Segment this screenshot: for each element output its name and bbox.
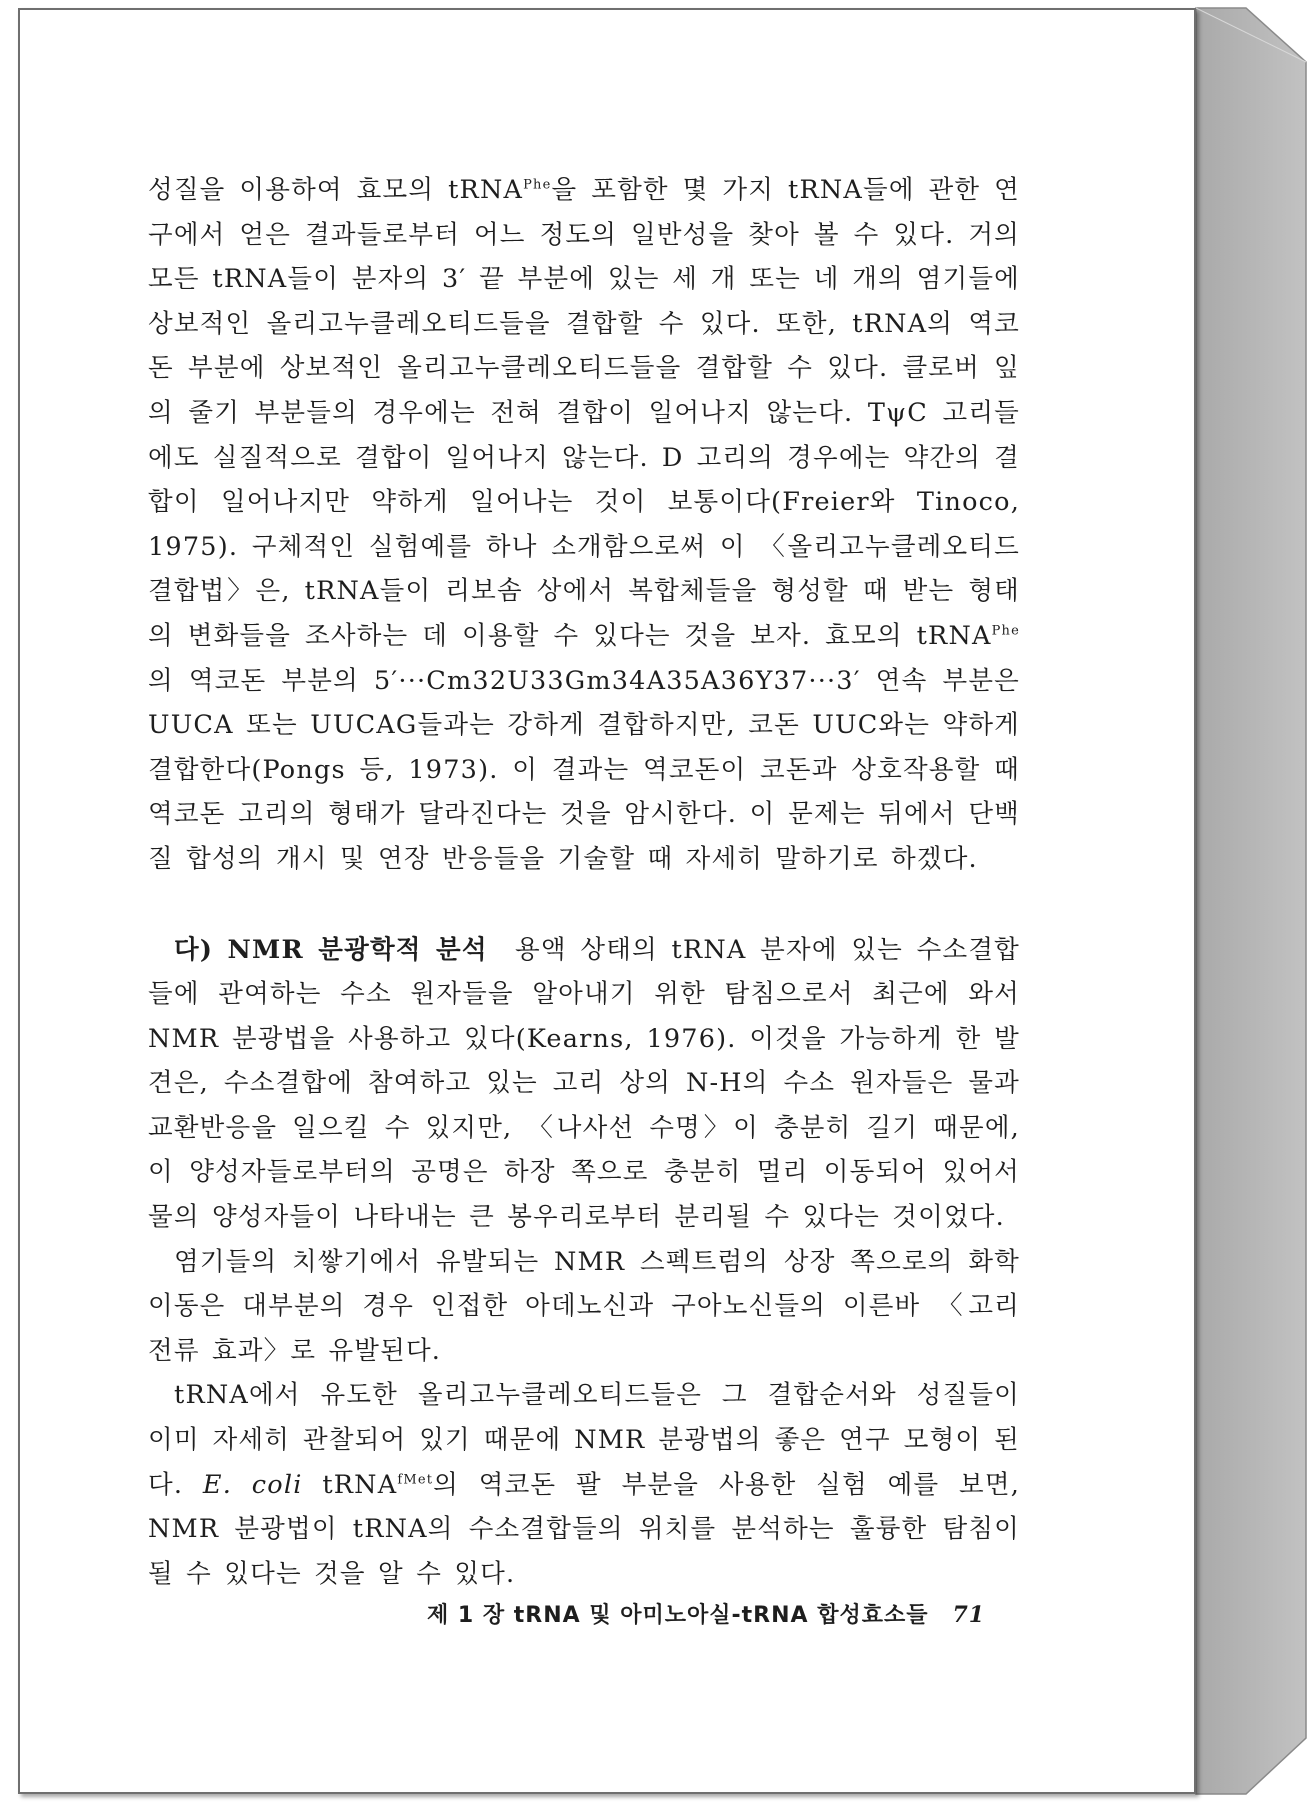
superscript: fMet: [397, 1472, 434, 1488]
text-run: 성질을 이용하여 효모의 tRNA: [148, 175, 524, 205]
species-name: E. coli: [202, 1469, 303, 1500]
text-run: 염기들의 치쌓기에서 유발되는 NMR 스펙트럼의 상장 쪽으로의 화학이동은 대부분의 경우 인접한 아데노신과 구아노신들의 이른바 〈고리 전류 효과〉로 유발된다.: [148, 1246, 1020, 1366]
paragraph-nmr-1: [148, 928, 1020, 1240]
paragraph-nmr-3: [148, 1373, 1020, 1596]
superscript: Phe: [523, 177, 552, 193]
text-run: tRNA에서 유도한 올리고누클레오티드들은 그 결합순서와 성질들이 이미 자세히 관찰되어 있기 때문에 NMR 분광법의 좋은 연구 모형이 된다.: [148, 1380, 1020, 1500]
text-run: 용액 상태의 tRNA 분자에 있는 수소결합들에 관여하는 수소 원자들을 알아내기 위한 탐침으로서 최근에 와서 NMR 분광법을 사용하고 있다(Kearns, 1976). 이것을 가능하게 한 발견은, 수소결합에 참여하고 있는 고리 상의 N-H의 수소 원자들은 물과 교환반응을 일으킬 수 있지만, 〈나사선 수명〉이 충분히 길기 때문에, 이 양성자들로부터의 공명은 하장 쪽으로 충분히 멀리 이동되어 있어서 물의 양성자들이 나타내는 큰 봉우리로부터 분리될 수 있다는 것이었다.: [148, 934, 1020, 1233]
running-head: 제 1 장 tRNA 및 아미노아실-tRNA 합성효소들: [427, 1603, 929, 1628]
text-run: 의 역코돈 팔 부분을 사용한 실험 예를 보면, NMR 분광법이 tRNA의 수소결합들의 위치를 분석하는 훌륭한 탐침이 될 수 있다는 것을 알 수 있다.: [148, 1469, 1021, 1589]
section-spacer: [148, 882, 1020, 928]
page-body: [148, 168, 1020, 1596]
paragraph-1: [148, 168, 1020, 882]
text-run: 을 포함한 몇 가지 tRNA들에 관한 연구에서 얻은 결과들로부터 어느 정도의 일반성을 찾아 볼 수 있다. 거의 모든 tRNA들이 분자의 3′ 끝 부분에 있는 세 개 또는 네 개의 염기들에 상보적인 올리고누클레오티드들을 결합할 수 있다. 또한, tRNA의 역코돈 부분에 상보적인 올리고누클레오티드들을 결합할 수 있다. 클로버 잎의 줄기 부분들의 경우에는 전혀 결합이 일어나지 않는다. TψC 고리들에도 실질적으로 결합이 일어나지 않는다. D 고리의 경우에는 약간의 결합이 일어나지만 약하게 일어나는 것이 보통이다(Freier와 Tinoco, 1975). 구체적인 실험예를 하나 소개함으로써 이 〈올리고누클레오티드 결합법〉은, tRNA들이 리보솜 상에서 복합체들을 형성할 때 받는 형태의 변화들을 조사하는 데 이용할 수 있다는 것을 보자. 효모의 tRNA: [148, 175, 1020, 651]
text-run: tRNA: [302, 1469, 398, 1500]
page-number: 71: [952, 1602, 986, 1628]
section-heading: 다) NMR 분광학적 분석: [174, 934, 488, 965]
running-footer: [427, 1598, 985, 1629]
superscript: Phe: [991, 623, 1020, 639]
text-run: 의 역코돈 부분의 5′···Cm32U33Gm34A35A36Y37···3′ 연속 부분은 UUCA 또는 UUCAG들과는 강하게 결합하지만, 코돈 UUC와는 약하게 결합한다(Pongs 등, 1973). 이 결과는 역코돈이 코돈과 상호작용할 때 역코돈 고리의 형태가 달라진다는 것을 암시한다. 이 문제는 뒤에서 단백질 합성의 개시 및 연장 반응들을 기술할 때 자세히 말하기로 하겠다.: [148, 665, 1020, 874]
paragraph-nmr-2: [148, 1240, 1020, 1374]
